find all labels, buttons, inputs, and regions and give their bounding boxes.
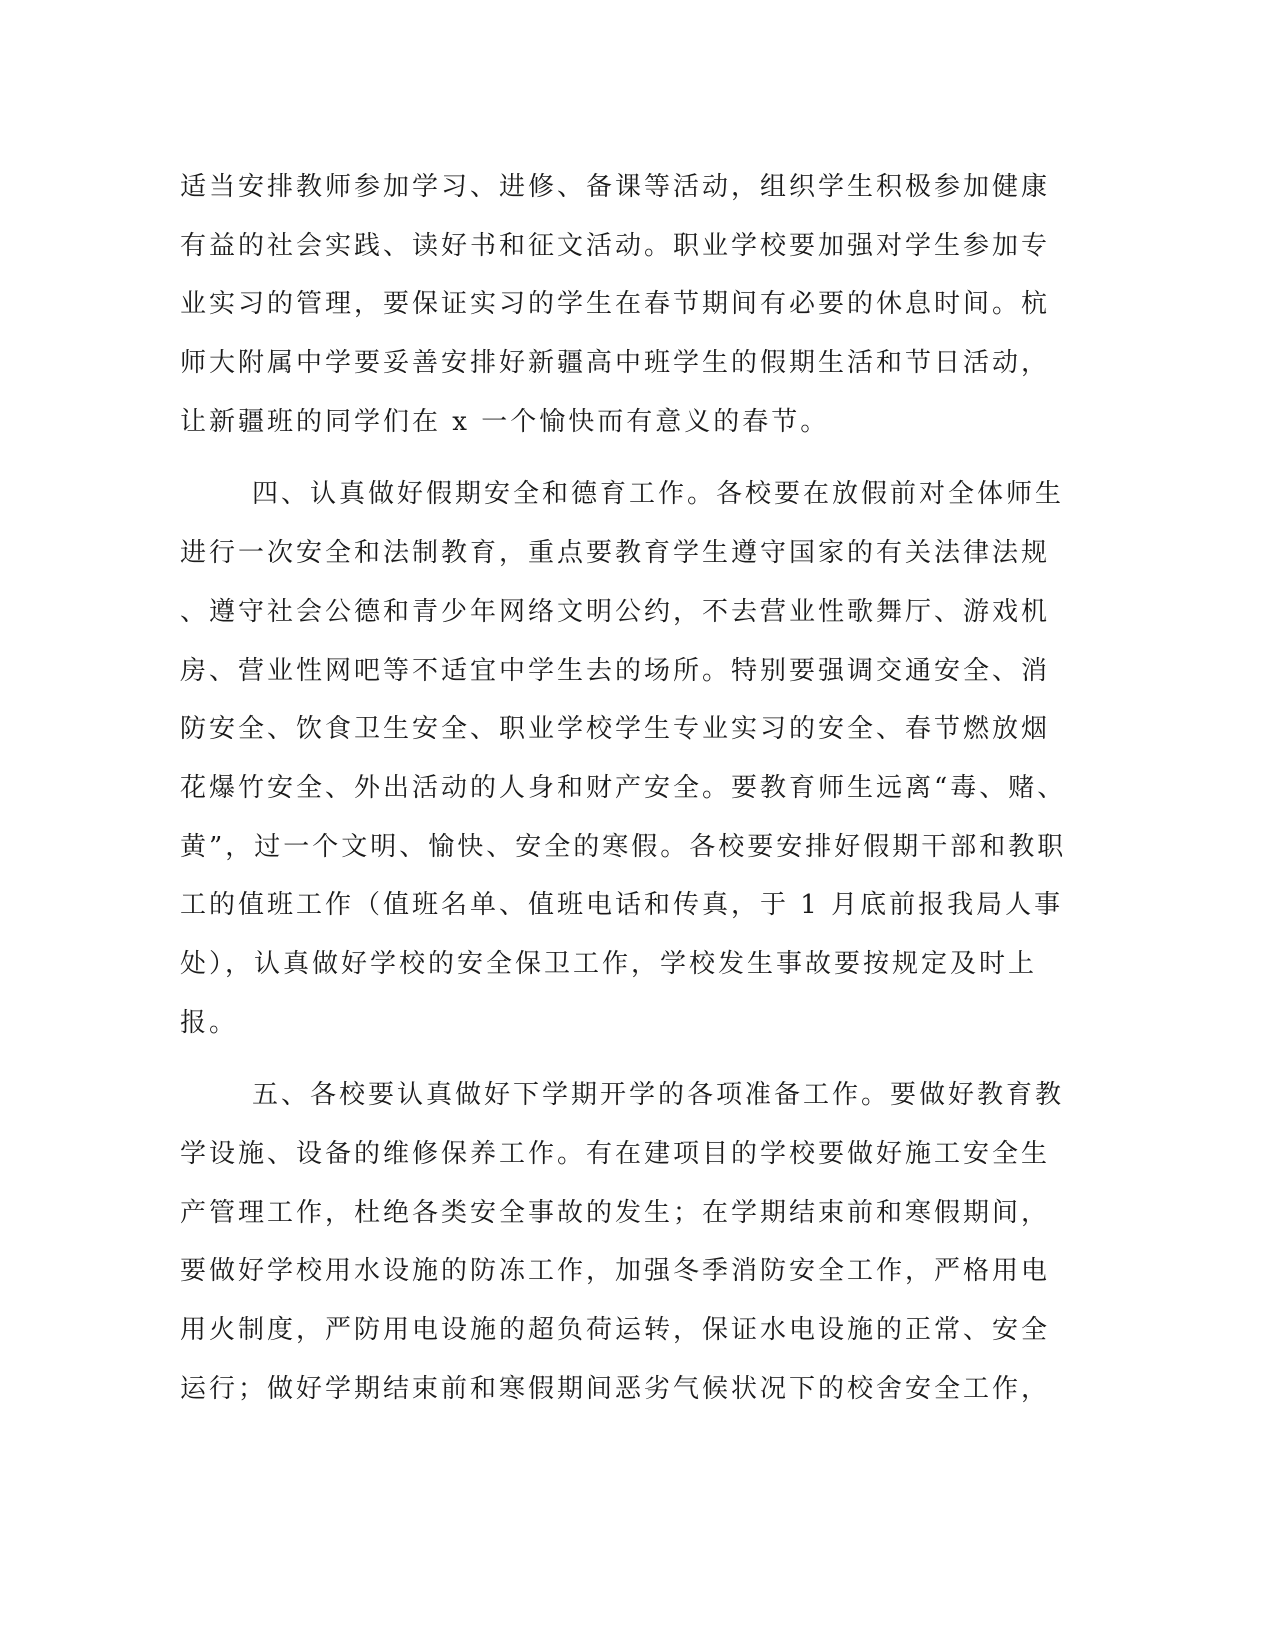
paragraph-first-line: 五、各校要认真做好下学期开学的各项准备工作。要做好教育教 [252,1080,1065,1111]
paragraph-section-5 [180,1066,1065,1418]
text-line: 黄”，过一个文明、愉快、安全的寒假。各校要安排好假期干部和教职 [180,831,1067,862]
text-line: 产管理工作，杜绝各类安全事故的发生；在学期结束前和寒假期间， [180,1197,1051,1228]
text-line: 报。 [180,1007,239,1038]
text-line: 用火制度，严防用电设施的超负荷运转，保证水电设施的正常、安全 [180,1315,1051,1346]
text-line: 、遵守社会公德和青少年网络文明公约，不去营业性歌舞厅、游戏机 [180,596,1051,627]
text-line: 学设施、设备的维修保养工作。有在建项目的学校要做好施工安全生 [180,1139,1051,1169]
paragraph-continued [180,158,1051,451]
document-body [180,158,1067,1418]
text-line: 要做好学校用水设施的防冻工作，加强冬季消防安全工作，严格用电 [180,1256,1051,1287]
paragraph-section-4 [180,465,1067,1052]
text-line: 进行一次安全和法制教育，重点要教育学生遵守国家的有关法律法规 [180,538,1051,569]
paragraph-first-line: 四、认真做好假期安全和德育工作。各校要在放假前对全体师生 [252,479,1065,510]
text-line: 业实习的管理，要保证实习的学生在春节期间有必要的休息时间。杭 [180,289,1051,320]
text-line: 处），认真做好学校的安全保卫工作，学校发生事故要按规定及时上 [180,948,1038,979]
text-line: 有益的社会实践、读好书和征文活动。职业学校要加强对学生参加专 [180,230,1051,261]
text-line: 运行；做好学期结束前和寒假期间恶劣气候状况下的校舍安全工作， [180,1373,1051,1404]
text-line: 师大附属中学要妥善安排好新疆高中班学生的假期生活和节日活动， [180,348,1051,379]
text-line: 花爆竹安全、外出活动的人身和财产安全。要教育师生远离“毒、赌、 [180,772,1067,803]
text-line: 防安全、饮食卫生安全、职业学校学生专业实习的安全、春节燃放烟 [180,714,1051,745]
text-line: 适当安排教师参加学习、进修、备课等活动，组织学生积极参加健康 [180,172,1051,202]
text-line: 房、营业性网吧等不适宜中学生去的场所。特别要强调交通安全、消 [180,655,1051,686]
text-line: 工的值班工作（值班名单、值班电话和传真，于 1 月底前报我局人事 [180,890,1064,921]
text-line: 让新疆班的同学们在 x 一个愉快而有意义的春节。 [180,406,830,437]
